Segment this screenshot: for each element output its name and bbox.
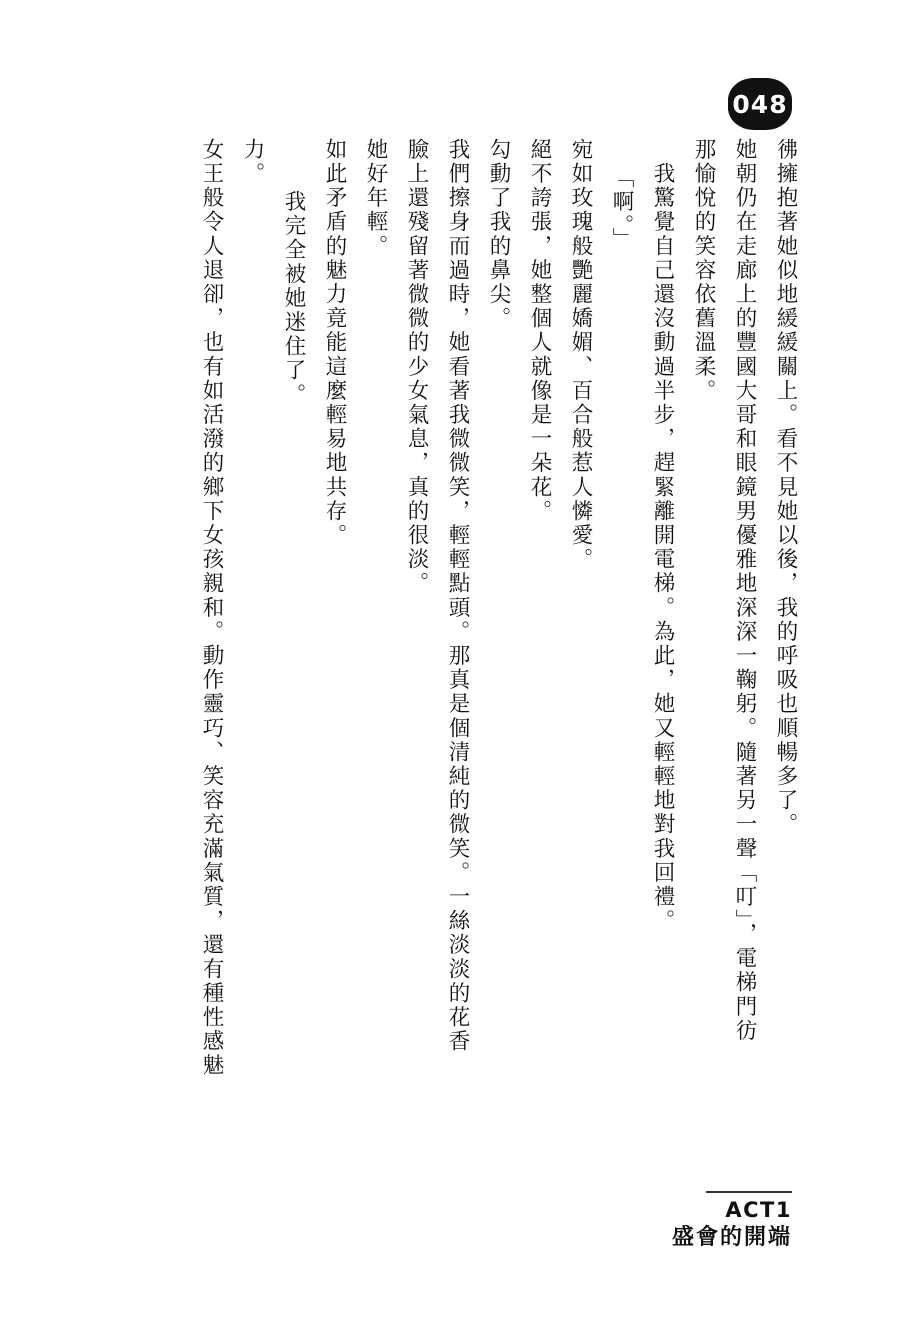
text-column: 臉上還殘留著微微的少女氣息，真的很淡。 [404,138,429,596]
text-column: 宛如玫瑰般艷麗嬌媚、百合般惹人憐愛。 [568,138,593,572]
vertical-text-body [110,138,796,1158]
text-column: 她好年輕。 [363,138,388,259]
footer [672,1198,792,1253]
text-column: 女王般令人退卻，也有如活潑的鄉下女孩親和。動作靈巧、笑容充滿氣質，還有種性感魅 [199,138,224,1078]
act-label: ACT1 [725,1198,792,1223]
page-number: 048 [728,78,792,130]
text-column: 我完全被她迷住了。 [281,166,306,407]
text-column: 她朝仍在走廊上的豐國大哥和眼鏡男優雅地深深一鞠躬。隨著另一聲「叮」，電梯門彷 [732,138,757,1044]
text-column: 如此矛盾的魅力竟能這麼輕易地共存。 [322,138,347,548]
text-column: 絕不誇張，她整個人就像是一朵花。 [527,138,552,524]
text-column: 那愉悅的笑容依舊溫柔。 [691,138,716,404]
chapter-title: 盛會的開端 [671,1225,792,1251]
text-column: 彿擁抱著她似地緩緩關上。看不見她以後，我的呼吸也順暢多了。 [773,138,798,837]
footer-divider [706,1191,792,1193]
text-column: 我驚覺自己還沒動過半步，趕緊離開電梯。為此，她又輕輕地對我回禮。 [650,138,675,934]
text-column: 「啊。」 [609,166,634,252]
text-column: 勾動了我的鼻尖。 [486,138,511,331]
text-column: 力。 [240,138,265,187]
text-column: 我們擦身而過時，她看著我微微笑，輕輕點頭。那真是個清純的微笑。一絲淡淡的花香 [445,138,470,1054]
